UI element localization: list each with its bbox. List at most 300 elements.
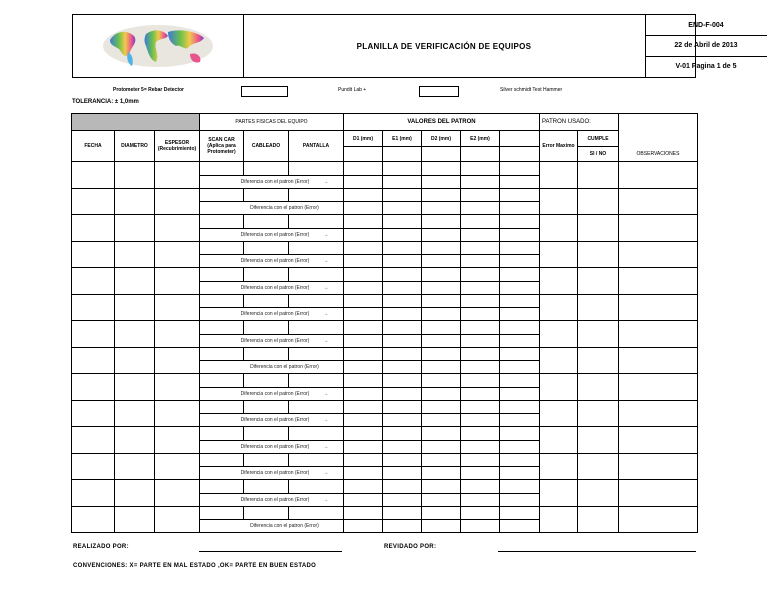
difference-text: Diferencia con el patron (Error) <box>240 178 310 185</box>
table-cell[interactable] <box>578 162 619 189</box>
table-cell[interactable] <box>540 374 578 401</box>
table-cell[interactable] <box>540 427 578 454</box>
table-cell[interactable] <box>383 387 422 400</box>
table-cell[interactable] <box>540 506 578 533</box>
equipment-pundit-checkbox[interactable] <box>419 86 459 97</box>
table-cell[interactable] <box>540 215 578 242</box>
table-cell[interactable] <box>115 347 155 374</box>
table-cell[interactable] <box>200 480 244 494</box>
table-cell[interactable] <box>344 308 383 321</box>
table-cell[interactable] <box>344 268 383 282</box>
difference-text: Diferencia con el patron (Error) <box>250 205 319 211</box>
table-cell[interactable] <box>422 347 461 361</box>
table-cell[interactable] <box>461 427 500 441</box>
table-cell[interactable] <box>344 374 383 388</box>
table-cell[interactable] <box>344 361 383 374</box>
table-cell[interactable] <box>344 400 383 414</box>
col-d2: D2 (mm) <box>422 131 461 147</box>
table-row <box>72 347 698 361</box>
table-cell[interactable] <box>344 467 383 480</box>
table-cell[interactable] <box>461 228 500 241</box>
table-cell[interactable] <box>115 268 155 295</box>
table-cell[interactable] <box>619 294 698 321</box>
table-cell[interactable] <box>422 361 461 374</box>
table-cell[interactable] <box>72 188 115 215</box>
table-cell[interactable] <box>540 241 578 268</box>
table-cell[interactable] <box>155 241 200 268</box>
table-cell[interactable] <box>383 334 422 347</box>
sub-cell <box>422 147 461 162</box>
table-cell[interactable] <box>383 361 422 374</box>
table-cell[interactable] <box>500 427 540 441</box>
table-cell[interactable] <box>244 374 289 388</box>
table-cell[interactable] <box>619 241 698 268</box>
table-cell[interactable] <box>72 215 115 242</box>
table-cell[interactable] <box>461 467 500 480</box>
sub-cell <box>344 147 383 162</box>
table-cell[interactable] <box>500 467 540 480</box>
table-cell[interactable] <box>461 334 500 347</box>
table-cell[interactable] <box>540 347 578 374</box>
table-cell[interactable] <box>244 506 289 520</box>
page-title: PLANILLA DE VERIFICACIÓN DE EQUIPOS <box>243 15 646 77</box>
table-cell[interactable] <box>289 347 344 361</box>
arrow-right-icon: → <box>323 311 329 317</box>
col-cumple: CUMPLE <box>578 131 619 147</box>
table-cell[interactable] <box>72 506 115 533</box>
table-cell[interactable] <box>500 347 540 361</box>
table-cell[interactable] <box>383 374 422 388</box>
table-cell[interactable] <box>461 294 500 308</box>
doc-code: END-F-004 <box>645 15 767 36</box>
table-cell[interactable] <box>155 215 200 242</box>
table-cell[interactable] <box>383 506 422 520</box>
table-cell[interactable] <box>500 400 540 414</box>
table-cell[interactable] <box>461 321 500 335</box>
table-cell[interactable] <box>200 188 244 202</box>
table-cell[interactable] <box>578 347 619 374</box>
revisado-signature-line[interactable] <box>498 551 696 552</box>
table-cell[interactable] <box>500 453 540 467</box>
table-cell[interactable] <box>422 520 461 533</box>
table-cell[interactable] <box>500 506 540 520</box>
table-cell[interactable] <box>619 400 698 427</box>
difference-text: Diferencia con el patron (Error) <box>240 470 310 476</box>
table-cell[interactable] <box>461 440 500 453</box>
table-cell[interactable] <box>500 387 540 400</box>
table-cell[interactable] <box>72 268 115 295</box>
table-cell[interactable] <box>72 347 115 374</box>
table-cell[interactable] <box>344 520 383 533</box>
table-cell[interactable] <box>289 400 344 414</box>
table-cell[interactable] <box>115 241 155 268</box>
table-cell[interactable] <box>200 427 244 441</box>
table-cell[interactable] <box>344 321 383 335</box>
table-cell[interactable] <box>200 241 244 255</box>
table-cell[interactable] <box>289 215 344 229</box>
equipment-protometer-checkbox[interactable] <box>241 86 288 97</box>
table-cell[interactable] <box>289 506 344 520</box>
table-cell[interactable] <box>422 228 461 241</box>
table-cell[interactable] <box>422 321 461 335</box>
table-cell[interactable] <box>383 228 422 241</box>
table-cell[interactable] <box>289 453 344 467</box>
table-cell[interactable] <box>383 480 422 494</box>
table-cell[interactable] <box>344 188 383 202</box>
table-cell[interactable] <box>383 427 422 441</box>
table-cell[interactable] <box>383 268 422 282</box>
table-cell[interactable] <box>115 400 155 427</box>
table-cell[interactable] <box>72 400 115 427</box>
table-cell[interactable] <box>422 188 461 202</box>
table-cell[interactable] <box>200 374 244 388</box>
table-cell[interactable] <box>344 241 383 255</box>
difference-label <box>200 387 344 400</box>
table-cell[interactable] <box>244 400 289 414</box>
table-cell[interactable] <box>422 215 461 229</box>
difference-label <box>200 440 344 453</box>
table-cell[interactable] <box>244 162 289 176</box>
difference-label <box>200 228 344 241</box>
table-cell[interactable] <box>461 255 500 268</box>
table-cell[interactable] <box>578 427 619 454</box>
table-cell[interactable] <box>383 294 422 308</box>
table-cell[interactable] <box>578 506 619 533</box>
table-cell[interactable] <box>289 374 344 388</box>
table-cell[interactable] <box>578 453 619 480</box>
table-cell[interactable] <box>115 215 155 242</box>
table-cell[interactable] <box>461 453 500 467</box>
table-cell[interactable] <box>72 374 115 401</box>
table-cell[interactable] <box>344 255 383 268</box>
table-cell[interactable] <box>155 294 200 321</box>
table-cell[interactable] <box>115 427 155 454</box>
table-cell[interactable] <box>344 480 383 494</box>
table-cell[interactable] <box>540 453 578 480</box>
table-cell[interactable] <box>578 268 619 295</box>
table-cell[interactable] <box>422 294 461 308</box>
table-cell[interactable] <box>422 255 461 268</box>
table-cell[interactable] <box>461 506 500 520</box>
table-cell[interactable] <box>619 480 698 507</box>
table-cell[interactable] <box>540 268 578 295</box>
table-cell[interactable] <box>344 440 383 453</box>
table-cell[interactable] <box>461 268 500 282</box>
table-cell[interactable] <box>619 215 698 242</box>
table-cell[interactable] <box>461 175 500 188</box>
table-cell[interactable] <box>72 453 115 480</box>
table-cell[interactable] <box>422 453 461 467</box>
table-cell[interactable] <box>344 334 383 347</box>
table-cell[interactable] <box>155 427 200 454</box>
table-cell[interactable] <box>244 321 289 335</box>
table-cell[interactable] <box>619 268 698 295</box>
table-cell[interactable] <box>461 387 500 400</box>
table-cell[interactable] <box>383 520 422 533</box>
table-cell[interactable] <box>200 506 244 520</box>
equipment-pundit-label: Pundit Lab + <box>338 87 367 93</box>
table-cell[interactable] <box>461 202 500 215</box>
table-cell[interactable] <box>461 347 500 361</box>
table-cell[interactable] <box>500 308 540 321</box>
table-cell[interactable] <box>244 188 289 202</box>
table-cell[interactable] <box>500 520 540 533</box>
table-cell[interactable] <box>500 361 540 374</box>
col-cableado: CABLEADO <box>244 131 289 162</box>
table-cell[interactable] <box>578 321 619 348</box>
table-cell[interactable] <box>200 321 244 335</box>
table-cell[interactable] <box>422 400 461 414</box>
table-cell[interactable] <box>422 374 461 388</box>
table-cell[interactable] <box>344 175 383 188</box>
table-cell[interactable] <box>500 281 540 294</box>
table-cell[interactable] <box>500 374 540 388</box>
patron-usado-header: PATRON USADO: <box>540 114 619 131</box>
table-cell[interactable] <box>72 294 115 321</box>
table-cell[interactable] <box>383 440 422 453</box>
table-cell[interactable] <box>200 400 244 414</box>
table-cell[interactable] <box>155 453 200 480</box>
table-cell[interactable] <box>344 453 383 467</box>
table-cell[interactable] <box>578 294 619 321</box>
table-cell[interactable] <box>422 308 461 321</box>
table-cell[interactable] <box>72 321 115 348</box>
table-cell[interactable] <box>578 215 619 242</box>
table-cell[interactable] <box>500 241 540 255</box>
table-cell[interactable] <box>344 294 383 308</box>
col-fecha: FECHA <box>72 131 115 162</box>
table-cell[interactable] <box>155 400 200 427</box>
table-cell[interactable] <box>200 347 244 361</box>
table-cell[interactable] <box>383 347 422 361</box>
table-cell[interactable] <box>500 414 540 427</box>
table-cell[interactable] <box>461 374 500 388</box>
table-cell[interactable] <box>344 387 383 400</box>
table-cell[interactable] <box>422 241 461 255</box>
table-row <box>72 374 698 388</box>
table-cell[interactable] <box>500 493 540 506</box>
world-map-logo <box>102 24 214 68</box>
table-cell[interactable] <box>619 347 698 374</box>
table-cell[interactable] <box>619 427 698 454</box>
table-cell[interactable] <box>578 400 619 427</box>
table-cell[interactable] <box>72 162 115 189</box>
table-cell[interactable] <box>383 467 422 480</box>
table-cell[interactable] <box>422 387 461 400</box>
table-cell[interactable] <box>289 241 344 255</box>
table-cell[interactable] <box>540 188 578 215</box>
table-cell[interactable] <box>115 480 155 507</box>
table-cell[interactable] <box>244 480 289 494</box>
table-cell[interactable] <box>200 162 244 176</box>
table-cell[interactable] <box>461 215 500 229</box>
table-cell[interactable] <box>383 493 422 506</box>
table-cell[interactable] <box>383 281 422 294</box>
table-cell[interactable] <box>383 215 422 229</box>
table-cell[interactable] <box>344 427 383 441</box>
table-cell[interactable] <box>461 162 500 176</box>
table-cell[interactable] <box>155 268 200 295</box>
table-cell[interactable] <box>461 361 500 374</box>
table-cell[interactable] <box>619 188 698 215</box>
table-cell[interactable] <box>422 175 461 188</box>
table-cell[interactable] <box>500 480 540 494</box>
table-cell[interactable] <box>422 440 461 453</box>
table-cell[interactable] <box>422 334 461 347</box>
table-cell[interactable] <box>500 175 540 188</box>
realizado-signature-line[interactable] <box>199 551 342 552</box>
table-cell[interactable] <box>578 188 619 215</box>
table-cell[interactable] <box>289 188 344 202</box>
table-cell[interactable] <box>578 480 619 507</box>
table-cell[interactable] <box>619 506 698 533</box>
table-cell[interactable] <box>72 241 115 268</box>
table-cell[interactable] <box>115 188 155 215</box>
table-cell[interactable] <box>383 175 422 188</box>
table-cell[interactable] <box>115 162 155 189</box>
table-cell[interactable] <box>289 321 344 335</box>
table-cell[interactable] <box>383 188 422 202</box>
table-cell[interactable] <box>540 162 578 189</box>
table-cell[interactable] <box>383 241 422 255</box>
table-cell[interactable] <box>115 506 155 533</box>
table-cell[interactable] <box>344 202 383 215</box>
table-cell[interactable] <box>461 188 500 202</box>
table-cell[interactable] <box>540 321 578 348</box>
table-cell[interactable] <box>289 480 344 494</box>
table-cell[interactable] <box>500 202 540 215</box>
table-cell[interactable] <box>244 347 289 361</box>
table-cell[interactable] <box>500 334 540 347</box>
table-cell[interactable] <box>578 374 619 401</box>
table-cell[interactable] <box>344 215 383 229</box>
table-cell[interactable] <box>383 414 422 427</box>
difference-text: Diferencia con el patron (Error) <box>250 364 319 370</box>
table-cell[interactable] <box>115 374 155 401</box>
table-cell[interactable] <box>500 228 540 241</box>
table-cell[interactable] <box>344 347 383 361</box>
table-cell[interactable] <box>244 294 289 308</box>
table-cell[interactable] <box>383 400 422 414</box>
table-cell[interactable] <box>383 453 422 467</box>
table-cell[interactable] <box>244 215 289 229</box>
table-cell[interactable] <box>155 480 200 507</box>
table-cell[interactable] <box>155 374 200 401</box>
table-cell[interactable] <box>200 268 244 282</box>
table-cell[interactable] <box>422 427 461 441</box>
table-cell[interactable] <box>461 308 500 321</box>
table-cell[interactable] <box>344 414 383 427</box>
table-cell[interactable] <box>155 506 200 533</box>
table-cell[interactable] <box>422 467 461 480</box>
table-cell[interactable] <box>383 308 422 321</box>
table-cell[interactable] <box>500 321 540 335</box>
table-row <box>72 480 698 494</box>
table-cell[interactable] <box>619 321 698 348</box>
doc-date: 22 de Abril de 2013 <box>645 35 767 57</box>
table-cell[interactable] <box>422 414 461 427</box>
table-cell[interactable] <box>344 506 383 520</box>
difference-text: Diferencia con el patron (Error) <box>240 337 310 344</box>
table-cell[interactable] <box>500 268 540 282</box>
table-cell[interactable] <box>500 162 540 176</box>
table-cell[interactable] <box>383 162 422 176</box>
table-cell[interactable] <box>289 294 344 308</box>
table-cell[interactable] <box>155 162 200 189</box>
table-cell[interactable] <box>500 440 540 453</box>
table-cell[interactable] <box>461 400 500 414</box>
table-cell[interactable] <box>383 255 422 268</box>
table-cell[interactable] <box>422 493 461 506</box>
table-cell[interactable] <box>200 215 244 229</box>
table-cell[interactable] <box>500 215 540 229</box>
table-cell[interactable] <box>461 480 500 494</box>
table-cell[interactable] <box>578 241 619 268</box>
table-cell[interactable] <box>422 480 461 494</box>
table-cell[interactable] <box>155 188 200 215</box>
table-cell[interactable] <box>289 162 344 176</box>
table-cell[interactable] <box>422 162 461 176</box>
table-cell[interactable] <box>155 347 200 374</box>
table-cell[interactable] <box>289 268 344 282</box>
table-cell[interactable] <box>500 255 540 268</box>
table-cell[interactable] <box>72 427 115 454</box>
table-cell[interactable] <box>500 188 540 202</box>
table-cell[interactable] <box>619 162 698 189</box>
table-cell[interactable] <box>500 294 540 308</box>
table-cell[interactable] <box>461 241 500 255</box>
table-cell[interactable] <box>115 294 155 321</box>
table-cell[interactable] <box>244 453 289 467</box>
table-cell[interactable] <box>72 480 115 507</box>
table-cell[interactable] <box>155 321 200 348</box>
arrow-right-icon: → <box>323 337 329 344</box>
table-cell[interactable] <box>244 427 289 441</box>
table-cell[interactable] <box>344 493 383 506</box>
table-cell[interactable] <box>200 294 244 308</box>
table-cell[interactable] <box>619 374 698 401</box>
table-cell[interactable] <box>461 281 500 294</box>
table-cell[interactable] <box>244 268 289 282</box>
table-cell[interactable] <box>289 427 344 441</box>
table-cell[interactable] <box>540 400 578 427</box>
table-cell[interactable] <box>422 281 461 294</box>
difference-label <box>200 334 344 347</box>
table-cell[interactable] <box>461 493 500 506</box>
table-cell[interactable] <box>619 453 698 480</box>
table-cell[interactable] <box>461 414 500 427</box>
document-header <box>72 14 738 78</box>
table-cell[interactable] <box>200 453 244 467</box>
table-cell[interactable] <box>422 506 461 520</box>
table-cell[interactable] <box>540 294 578 321</box>
table-cell[interactable] <box>383 321 422 335</box>
difference-text: Diferencia con el patron (Error) <box>240 284 310 291</box>
table-cell[interactable] <box>422 202 461 215</box>
table-cell[interactable] <box>344 162 383 176</box>
col-diametro: DIAMETRO <box>115 131 155 162</box>
table-cell[interactable] <box>422 268 461 282</box>
table-cell[interactable] <box>383 202 422 215</box>
table-cell[interactable] <box>115 321 155 348</box>
table-cell[interactable] <box>115 453 155 480</box>
table-cell[interactable] <box>244 241 289 255</box>
table-cell[interactable] <box>344 281 383 294</box>
table-cell[interactable] <box>461 520 500 533</box>
table-cell[interactable] <box>344 228 383 241</box>
table-row <box>72 215 698 229</box>
table-cell[interactable] <box>540 480 578 507</box>
